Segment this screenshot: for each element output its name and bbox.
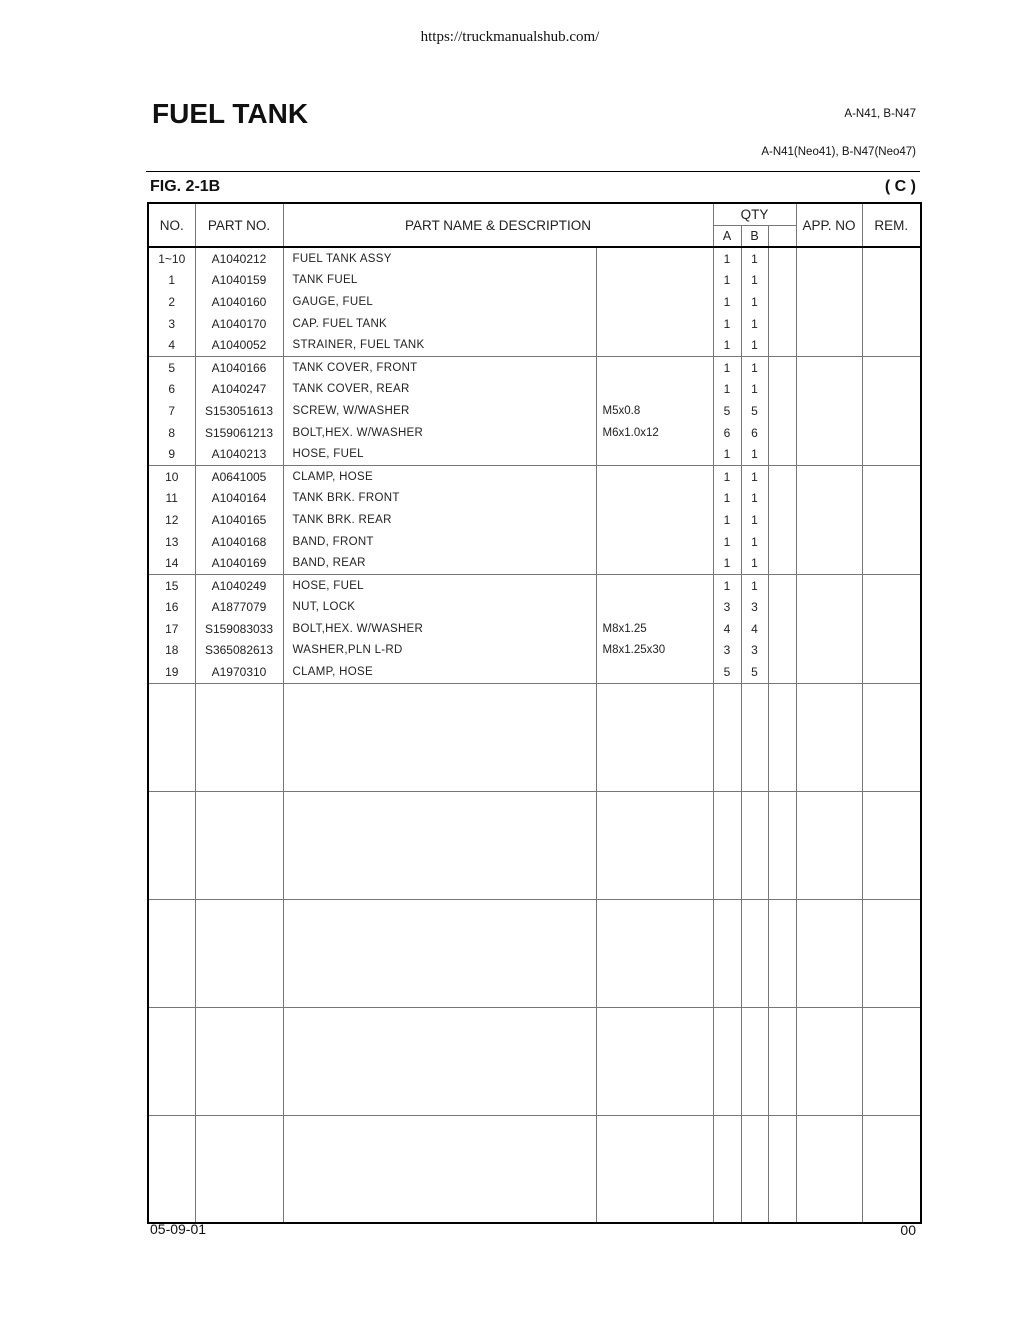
row-no: 15 (148, 574, 195, 596)
empty-cell (796, 791, 862, 899)
row-qty-a: 1 (713, 488, 741, 510)
empty-row-block (148, 1007, 921, 1115)
row-part-no: A1040249 (195, 574, 283, 596)
row-qty-a: 1 (713, 509, 741, 531)
empty-cell (796, 683, 862, 791)
row-rem (862, 597, 921, 619)
row-qty-b: 3 (741, 597, 768, 619)
row-no: 8 (148, 422, 195, 444)
row-rem (862, 574, 921, 596)
empty-cell (283, 791, 596, 899)
empty-cell (283, 899, 596, 1007)
row-app-no (796, 465, 862, 487)
empty-cell (862, 683, 921, 791)
row-qty-b: 5 (741, 400, 768, 422)
row-qty-a: 1 (713, 356, 741, 378)
row-qty-a: 5 (713, 400, 741, 422)
row-qty-b: 3 (741, 640, 768, 662)
row-rem (862, 465, 921, 487)
row-qty-a: 1 (713, 465, 741, 487)
empty-cell (768, 1115, 796, 1223)
empty-cell (148, 899, 195, 1007)
table-row (148, 334, 921, 356)
row-qty-extra (768, 247, 796, 270)
row-qty-b: 5 (741, 661, 768, 683)
empty-cell (596, 683, 713, 791)
table-row (148, 597, 921, 619)
row-qty-extra (768, 640, 796, 662)
empty-cell (713, 791, 741, 899)
row-app-no (796, 334, 862, 356)
row-qty-b: 1 (741, 247, 768, 270)
footer-page-number: 00 (900, 1222, 916, 1238)
source-url[interactable]: https://truckmanualshub.com/ (420, 29, 600, 45)
row-qty-extra (768, 313, 796, 335)
empty-cell (148, 1115, 195, 1223)
model-variants: A-N41(Neo41), B-N47(Neo47) (761, 146, 916, 158)
row-spec (596, 334, 713, 356)
row-spec (596, 597, 713, 619)
row-qty-b: 1 (741, 465, 768, 487)
row-app-no (796, 247, 862, 270)
row-part-name: BAND, FRONT (283, 531, 596, 553)
row-spec (596, 465, 713, 487)
empty-cell (862, 1115, 921, 1223)
empty-cell (862, 1007, 921, 1115)
row-part-no: A1040164 (195, 488, 283, 510)
row-spec (596, 247, 713, 270)
row-part-name: TANK COVER, REAR (283, 379, 596, 401)
table-row (148, 270, 921, 292)
row-part-name: CAP. FUEL TANK (283, 313, 596, 335)
row-part-name: SCREW, W/WASHER (283, 400, 596, 422)
row-rem (862, 443, 921, 465)
empty-cell (596, 791, 713, 899)
row-rem (862, 640, 921, 662)
row-app-no (796, 422, 862, 444)
figure-label: FIG. 2-1B (150, 178, 221, 195)
row-spec: M8x1.25 (596, 618, 713, 640)
table-row (148, 422, 921, 444)
empty-cell (741, 791, 768, 899)
row-app-no (796, 488, 862, 510)
table-row (148, 509, 921, 531)
row-part-name: TANK BRK. FRONT (283, 488, 596, 510)
row-qty-b: 6 (741, 422, 768, 444)
row-no: 1 (148, 270, 195, 292)
row-part-no: A1970310 (195, 661, 283, 683)
empty-row-block (148, 683, 921, 791)
empty-row-block (148, 899, 921, 1007)
row-qty-b: 1 (741, 531, 768, 553)
row-rem (862, 356, 921, 378)
row-qty-b: 1 (741, 334, 768, 356)
table-row (148, 291, 921, 313)
parts-table (147, 202, 922, 1224)
row-part-no: A1040213 (195, 443, 283, 465)
row-no: 11 (148, 488, 195, 510)
row-part-no: A1040160 (195, 291, 283, 313)
empty-cell (148, 791, 195, 899)
row-app-no (796, 270, 862, 292)
row-no: 18 (148, 640, 195, 662)
row-qty-b: 1 (741, 443, 768, 465)
empty-cell (195, 1115, 283, 1223)
row-no: 4 (148, 334, 195, 356)
row-part-no: A1040159 (195, 270, 283, 292)
empty-cell (195, 791, 283, 899)
row-qty-a: 1 (713, 574, 741, 596)
row-qty-b: 1 (741, 270, 768, 292)
empty-cell (283, 683, 596, 791)
row-qty-extra (768, 443, 796, 465)
row-part-no: A1877079 (195, 597, 283, 619)
row-part-name: TANK FUEL (283, 270, 596, 292)
row-no: 17 (148, 618, 195, 640)
empty-cell (862, 899, 921, 1007)
table-row (148, 443, 921, 465)
row-qty-extra (768, 552, 796, 574)
row-qty-a: 1 (713, 291, 741, 313)
row-app-no (796, 379, 862, 401)
row-qty-extra (768, 597, 796, 619)
title-divider (146, 171, 920, 172)
row-qty-extra (768, 270, 796, 292)
row-no: 6 (148, 379, 195, 401)
row-qty-a: 1 (713, 379, 741, 401)
row-app-no (796, 661, 862, 683)
row-qty-a: 4 (713, 618, 741, 640)
table-row (148, 247, 921, 270)
row-rem (862, 334, 921, 356)
row-qty-extra (768, 661, 796, 683)
empty-cell (713, 683, 741, 791)
row-no: 3 (148, 313, 195, 335)
row-qty-a: 5 (713, 661, 741, 683)
row-part-name: STRAINER, FUEL TANK (283, 334, 596, 356)
row-part-no: S159083033 (195, 618, 283, 640)
empty-row-block (148, 791, 921, 899)
row-spec (596, 574, 713, 596)
empty-cell (596, 1007, 713, 1115)
table-row (148, 400, 921, 422)
empty-cell (768, 791, 796, 899)
row-rem (862, 400, 921, 422)
row-qty-a: 1 (713, 334, 741, 356)
row-app-no (796, 291, 862, 313)
row-qty-extra (768, 531, 796, 553)
row-part-name: BOLT,HEX. W/WASHER (283, 422, 596, 444)
row-app-no (796, 531, 862, 553)
table-row (148, 379, 921, 401)
row-rem (862, 270, 921, 292)
header-qty-a: A (713, 226, 741, 248)
table-row (148, 640, 921, 662)
empty-cell (741, 899, 768, 1007)
row-rem (862, 552, 921, 574)
row-part-name: FUEL TANK ASSY (283, 247, 596, 270)
row-spec (596, 313, 713, 335)
empty-cell (148, 1007, 195, 1115)
header-part-no: PART NO. (195, 203, 283, 247)
row-qty-extra (768, 509, 796, 531)
row-rem (862, 488, 921, 510)
row-qty-b: 1 (741, 574, 768, 596)
row-spec (596, 270, 713, 292)
row-qty-extra (768, 574, 796, 596)
table-row (148, 356, 921, 378)
row-app-no (796, 574, 862, 596)
row-qty-extra (768, 465, 796, 487)
header-qty: QTY (713, 203, 796, 226)
header-no: NO. (148, 203, 195, 247)
row-qty-b: 1 (741, 291, 768, 313)
table-row (148, 661, 921, 683)
row-part-no: A1040212 (195, 247, 283, 270)
row-part-name: TANK BRK. REAR (283, 509, 596, 531)
row-spec (596, 661, 713, 683)
row-no: 7 (148, 400, 195, 422)
row-part-name: BAND, REAR (283, 552, 596, 574)
empty-cell (283, 1007, 596, 1115)
row-qty-extra (768, 334, 796, 356)
empty-cell (768, 1007, 796, 1115)
row-qty-a: 3 (713, 640, 741, 662)
row-no: 12 (148, 509, 195, 531)
row-part-no: A1040247 (195, 379, 283, 401)
row-qty-extra (768, 379, 796, 401)
row-spec (596, 443, 713, 465)
parts-table-body (148, 247, 921, 1223)
row-part-name: NUT, LOCK (283, 597, 596, 619)
row-qty-b: 1 (741, 509, 768, 531)
row-no: 9 (148, 443, 195, 465)
row-qty-b: 1 (741, 356, 768, 378)
empty-cell (741, 1007, 768, 1115)
table-row (148, 465, 921, 487)
row-qty-extra (768, 488, 796, 510)
header-part-name: PART NAME & DESCRIPTION (283, 203, 713, 247)
row-part-name: CLAMP, HOSE (283, 465, 596, 487)
row-qty-b: 1 (741, 379, 768, 401)
row-no: 1~10 (148, 247, 195, 270)
row-rem (862, 509, 921, 531)
table-row (148, 574, 921, 596)
row-rem (862, 422, 921, 444)
row-rem (862, 379, 921, 401)
row-part-name: BOLT,HEX. W/WASHER (283, 618, 596, 640)
empty-cell (796, 899, 862, 1007)
row-rem (862, 291, 921, 313)
row-qty-extra (768, 356, 796, 378)
row-qty-a: 1 (713, 313, 741, 335)
row-app-no (796, 640, 862, 662)
row-spec (596, 531, 713, 553)
row-spec (596, 509, 713, 531)
row-no: 5 (148, 356, 195, 378)
row-qty-b: 1 (741, 488, 768, 510)
table-row (148, 618, 921, 640)
empty-cell (713, 899, 741, 1007)
row-part-no: A1040165 (195, 509, 283, 531)
page-title: FUEL TANK (152, 98, 309, 129)
row-rem (862, 247, 921, 270)
row-app-no (796, 597, 862, 619)
row-qty-a: 1 (713, 247, 741, 270)
row-part-no: A1040170 (195, 313, 283, 335)
row-qty-b: 1 (741, 552, 768, 574)
row-rem (862, 618, 921, 640)
table-row (148, 552, 921, 574)
row-part-name: HOSE, FUEL (283, 574, 596, 596)
header-rem: REM. (862, 203, 921, 247)
row-no: 14 (148, 552, 195, 574)
empty-cell (713, 1007, 741, 1115)
row-spec: M6x1.0x12 (596, 422, 713, 444)
row-spec: M8x1.25x30 (596, 640, 713, 662)
empty-cell (195, 899, 283, 1007)
row-part-name: CLAMP, HOSE (283, 661, 596, 683)
header-qty-extra (768, 226, 796, 248)
empty-cell (768, 899, 796, 1007)
row-spec (596, 356, 713, 378)
row-part-name: HOSE, FUEL (283, 443, 596, 465)
row-part-no: A1040168 (195, 531, 283, 553)
empty-cell (283, 1115, 596, 1223)
row-part-name: WASHER,PLN L-RD (283, 640, 596, 662)
row-part-no: S159061213 (195, 422, 283, 444)
row-spec: M5x0.8 (596, 400, 713, 422)
row-qty-b: 4 (741, 618, 768, 640)
row-rem (862, 661, 921, 683)
row-spec (596, 291, 713, 313)
row-qty-extra (768, 618, 796, 640)
row-part-name: TANK COVER, FRONT (283, 356, 596, 378)
footer-date: 05-09-01 (150, 1221, 207, 1237)
empty-cell (195, 683, 283, 791)
empty-cell (195, 1007, 283, 1115)
row-app-no (796, 356, 862, 378)
row-qty-a: 6 (713, 422, 741, 444)
row-part-name: GAUGE, FUEL (283, 291, 596, 313)
row-rem (862, 313, 921, 335)
row-no: 19 (148, 661, 195, 683)
row-no: 16 (148, 597, 195, 619)
empty-cell (862, 791, 921, 899)
row-qty-extra (768, 422, 796, 444)
empty-cell (148, 683, 195, 791)
row-spec (596, 379, 713, 401)
row-qty-a: 1 (713, 531, 741, 553)
row-app-no (796, 618, 862, 640)
row-qty-extra (768, 400, 796, 422)
row-no: 2 (148, 291, 195, 313)
empty-cell (796, 1007, 862, 1115)
row-part-no: A1040169 (195, 552, 283, 574)
model-codes: A-N41, B-N47 (844, 108, 916, 120)
row-part-no: S153051613 (195, 400, 283, 422)
table-row (148, 313, 921, 335)
row-part-no: A0641005 (195, 465, 283, 487)
empty-row-block (148, 1115, 921, 1223)
empty-cell (741, 1115, 768, 1223)
empty-cell (596, 899, 713, 1007)
empty-cell (796, 1115, 862, 1223)
row-qty-b: 1 (741, 313, 768, 335)
header-app-no: APP. NO (796, 203, 862, 247)
table-row (148, 488, 921, 510)
row-qty-a: 1 (713, 552, 741, 574)
row-spec (596, 552, 713, 574)
row-app-no (796, 509, 862, 531)
table-row (148, 531, 921, 553)
row-part-no: S365082613 (195, 640, 283, 662)
row-app-no (796, 313, 862, 335)
row-no: 10 (148, 465, 195, 487)
empty-cell (768, 683, 796, 791)
row-qty-a: 1 (713, 443, 741, 465)
row-app-no (796, 552, 862, 574)
row-spec (596, 488, 713, 510)
empty-cell (596, 1115, 713, 1223)
row-qty-a: 3 (713, 597, 741, 619)
row-part-no: A1040166 (195, 356, 283, 378)
empty-cell (713, 1115, 741, 1223)
row-qty-extra (768, 291, 796, 313)
empty-cell (741, 683, 768, 791)
row-qty-a: 1 (713, 270, 741, 292)
row-no: 13 (148, 531, 195, 553)
header-qty-b: B (741, 226, 768, 248)
row-app-no (796, 443, 862, 465)
figure-code: ( C ) (884, 178, 916, 195)
row-rem (862, 531, 921, 553)
row-app-no (796, 400, 862, 422)
row-part-no: A1040052 (195, 334, 283, 356)
